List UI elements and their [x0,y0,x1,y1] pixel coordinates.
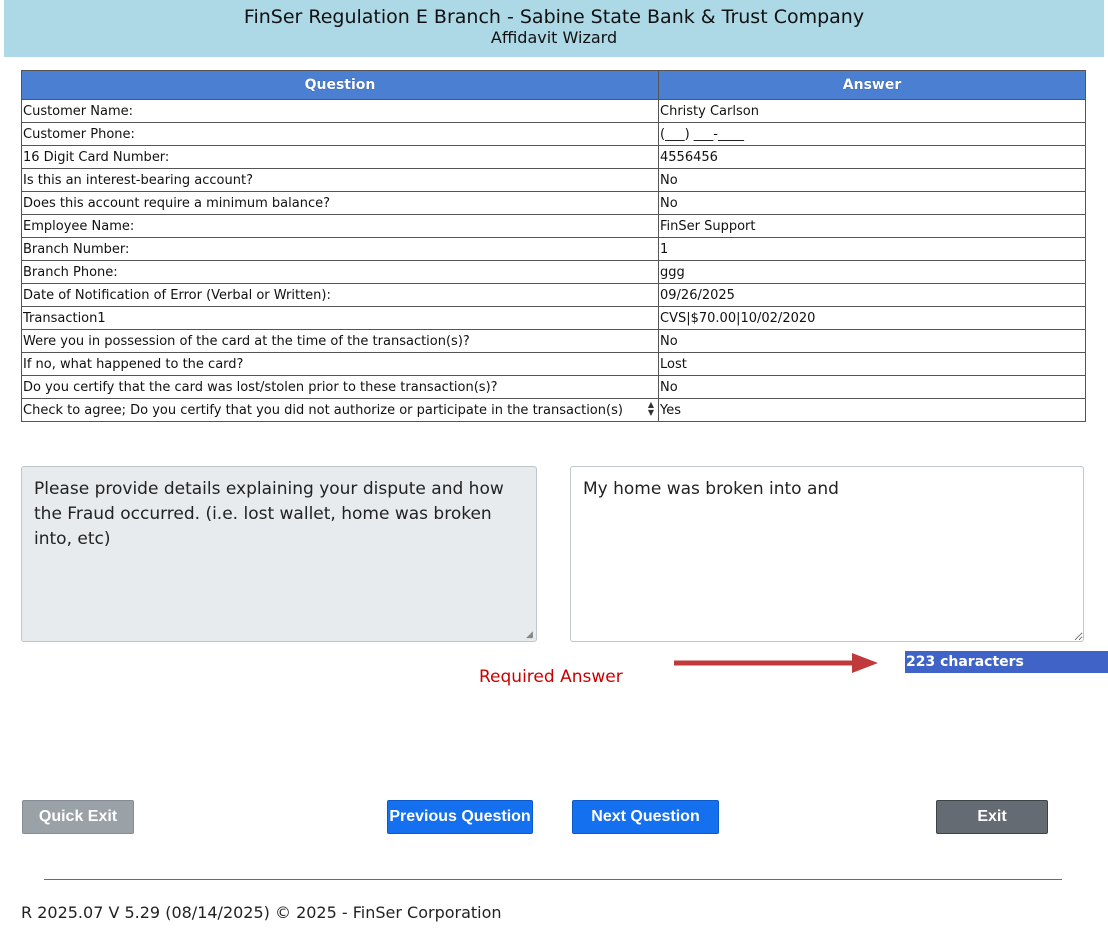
table-row[interactable] [22,330,1086,353]
question-cell: Branch Phone: [22,261,659,284]
table-row[interactable] [22,123,1086,146]
table-row[interactable] [22,307,1086,330]
answer-cell: 4556456 [659,146,1086,169]
dispute-details-textarea[interactable] [570,466,1084,642]
question-cell: Employee Name: [22,215,659,238]
characters-remaining-counter: 223 characters remaining [905,651,1108,673]
question-cell: Do you certify that the card was lost/stolen prior to these transaction(s)? [22,376,659,399]
table-row[interactable] [22,146,1086,169]
table-header-row [22,71,1086,100]
answer-cell: Christy Carlson [659,100,1086,123]
exit-button[interactable]: Exit [936,800,1048,834]
right-arrow-annotation-icon [672,651,902,675]
resize-grip-icon[interactable]: ◢ [526,630,533,640]
answer-cell: Yes [659,399,1086,422]
answer-cell: ggg [659,261,1086,284]
table-row[interactable] [22,261,1086,284]
footer-divider [44,879,1062,880]
table-row[interactable] [22,238,1086,261]
footer-version-text: R 2025.07 V 5.29 (08/14/2025) © 2025 - FinSer Corporation [21,903,502,922]
app-title: FinSer Regulation E Branch - Sabine State Bank & Trust Company [243,6,865,28]
previous-question-button[interactable]: Previous Question [387,800,533,834]
next-question-button[interactable]: Next Question [572,800,719,834]
table-row[interactable] [22,192,1086,215]
required-answer-label: Required Answer [479,667,623,687]
question-cell-text: Check to agree; Do you certify that you did not authorize or participate in the transaction(s) [23,402,623,418]
quick-exit-button[interactable]: Quick Exit [22,800,134,834]
column-header-answer: Answer [659,71,1086,100]
answer-cell: Lost [659,353,1086,376]
question-cell: Customer Name: [22,100,659,123]
up-down-spinner-icon[interactable]: ▲ ▼ [647,400,654,417]
answer-cell: FinSer Support [659,215,1086,238]
qa-table [21,70,1086,422]
question-cell-with-spinner [22,399,659,422]
table-row[interactable] [22,100,1086,123]
column-header-question: Question [22,71,659,100]
question-cell: Were you in possession of the card at the time of the transaction(s)? [22,330,659,353]
question-cell: Date of Notification of Error (Verbal or Written): [22,284,659,307]
answer-cell: CVS|$70.00|10/02/2020 [659,307,1086,330]
answer-cell: No [659,376,1086,399]
answer-cell: 1 [659,238,1086,261]
answer-cell: No [659,330,1086,353]
question-cell: If no, what happened to the card? [22,353,659,376]
table-row[interactable] [22,353,1086,376]
app-subtitle: Affidavit Wizard [490,28,618,47]
table-row[interactable] [22,284,1086,307]
app-header [4,0,1104,57]
answer-cell: No [659,169,1086,192]
question-cell: Branch Number: [22,238,659,261]
table-row[interactable] [22,169,1086,192]
table-row[interactable] [22,215,1086,238]
question-prompt-box [21,466,537,642]
question-cell: 16 Digit Card Number: [22,146,659,169]
table-row[interactable] [22,399,1086,422]
answer-cell: (___) ___-____ [659,123,1086,146]
question-cell: Customer Phone: [22,123,659,146]
question-cell: Is this an interest-bearing account? [22,169,659,192]
question-cell: Does this account require a minimum balance? [22,192,659,215]
table-row[interactable] [22,376,1086,399]
answer-cell: No [659,192,1086,215]
question-prompt-text: Please provide details explaining your dispute and how the Fraud occurred. (i.e. lost wallet, home was broken into, etc) [34,479,504,549]
question-cell: Transaction1 [22,307,659,330]
answer-cell: 09/26/2025 [659,284,1086,307]
